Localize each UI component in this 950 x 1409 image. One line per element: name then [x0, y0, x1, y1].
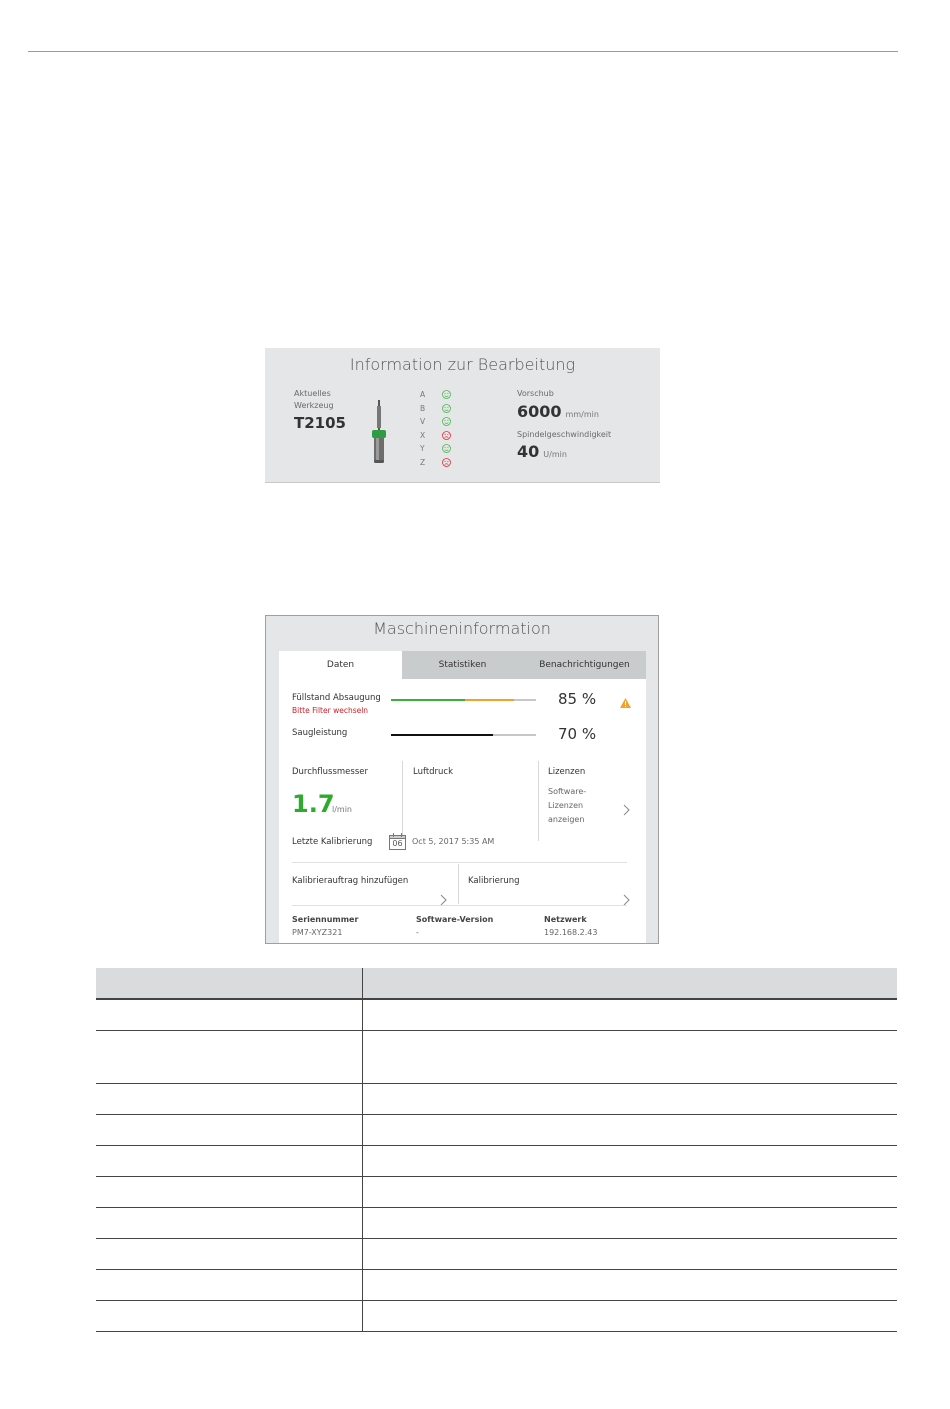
current-tool-label — [294, 388, 334, 412]
current-tool-label-line2: Werkzeug — [294, 401, 334, 410]
suction-power-bar — [391, 734, 536, 736]
sad-face-icon — [442, 431, 451, 440]
tab-notifications[interactable]: Benachrichtigungen — [523, 651, 646, 679]
licenses-label: Lizenzen — [548, 767, 586, 777]
divider — [292, 905, 627, 906]
axis-letter: A — [420, 390, 426, 400]
table-cell — [96, 1177, 363, 1208]
table-row — [96, 1239, 897, 1270]
current-tool-id: T2105 — [294, 414, 346, 432]
table-cell — [363, 1239, 898, 1270]
tab-data[interactable]: Daten — [279, 651, 402, 679]
flowmeter-value: 1.7 — [292, 790, 335, 818]
licenses-link-line1: Software- — [548, 787, 587, 796]
table-header-row — [96, 968, 897, 999]
table-cell — [363, 999, 898, 1031]
happy-face-icon — [442, 404, 451, 413]
table-cell — [363, 1177, 898, 1208]
axis-status-row — [420, 456, 451, 470]
table-cell — [363, 1115, 898, 1146]
feed-number: 6000 — [517, 402, 562, 421]
table-header-cell — [96, 968, 363, 999]
chevron-right-icon[interactable] — [623, 801, 630, 820]
axis-status-row — [420, 415, 451, 429]
milling-tool-icon — [371, 400, 387, 468]
spindle-speed-value — [517, 442, 567, 461]
extraction-fill-bar-orange — [465, 699, 514, 701]
show-software-licenses-link[interactable] — [548, 785, 586, 827]
axis-status-row — [420, 388, 451, 402]
spindle-number: 40 — [517, 442, 540, 461]
axis-letter: Z — [420, 457, 426, 467]
flowmeter-label: Durchflussmesser — [292, 767, 368, 777]
description-table — [96, 968, 897, 1332]
axis-status-row — [420, 402, 451, 416]
chevron-right-icon[interactable] — [440, 891, 447, 910]
divider — [538, 761, 539, 841]
divider — [402, 761, 403, 841]
network-value: 192.168.2.43 — [544, 928, 598, 937]
table-cell — [96, 1031, 363, 1084]
network-label: Netzwerk — [544, 915, 587, 924]
table-cell — [96, 1084, 363, 1115]
divider — [292, 862, 627, 863]
table-cell — [96, 999, 363, 1031]
table-cell — [96, 1146, 363, 1177]
axis-letter: X — [420, 430, 426, 440]
software-version-value: - — [416, 928, 419, 937]
axis-status-row — [420, 429, 451, 443]
processing-info-panel — [265, 348, 660, 483]
table-cell — [96, 1270, 363, 1301]
table-cell — [363, 1146, 898, 1177]
table-cell — [96, 1115, 363, 1146]
suction-power-bar-fill — [391, 734, 493, 736]
table-row — [96, 1301, 897, 1332]
sad-face-icon — [442, 458, 451, 467]
air-pressure-label: Luftdruck — [413, 767, 454, 777]
spindle-unit: U/min — [543, 450, 567, 459]
table-row — [96, 1084, 897, 1115]
last-calibration-date: Oct 5, 2017 5:35 AM — [412, 837, 495, 846]
last-calibration-label: Letzte Kalibrierung — [292, 837, 373, 847]
current-tool-label-line1: Aktuelles — [294, 389, 331, 398]
extraction-fill-label: Füllstand Absaugung — [292, 693, 381, 703]
table-cell — [96, 1239, 363, 1270]
machine-info-title: Maschineninformation — [373, 619, 551, 638]
suction-power-percent: 70 % — [558, 725, 597, 743]
axis-letter: B — [420, 403, 426, 413]
add-calibration-order-button[interactable]: Kalibrierauftrag hinzufügen — [292, 876, 409, 886]
extraction-fill-percent: 85 % — [558, 690, 597, 708]
table-cell — [96, 1301, 363, 1332]
happy-face-icon — [442, 444, 451, 453]
table-row — [96, 1031, 897, 1084]
table-row — [96, 1146, 897, 1177]
feed-label: Vorschub — [517, 389, 554, 398]
table-cell — [363, 1031, 898, 1084]
axis-letter: V — [420, 417, 426, 427]
licenses-link-line3: anzeigen — [548, 815, 585, 824]
table-row — [96, 1208, 897, 1239]
tab-statistics[interactable]: Statistiken — [402, 651, 523, 679]
data-tab-content — [279, 679, 646, 944]
calendar-day: 06 — [392, 839, 403, 848]
table-row — [96, 1177, 897, 1208]
table-cell — [363, 1270, 898, 1301]
axis-letter: Y — [420, 444, 425, 454]
happy-face-icon — [442, 417, 451, 426]
suction-power-label: Saugleistung — [292, 728, 348, 738]
table-row — [96, 1115, 897, 1146]
warning-triangle-icon[interactable] — [620, 693, 631, 712]
table-cell — [96, 1208, 363, 1239]
table-row — [96, 1270, 897, 1301]
processing-info-title: Information zur Bearbeitung — [349, 355, 576, 374]
licenses-link-line2: Lizenzen — [548, 801, 584, 810]
serial-number-value: PM7-XYZ321 — [292, 928, 343, 937]
happy-face-icon — [442, 390, 451, 399]
table-row — [96, 999, 897, 1031]
top-rule — [28, 51, 898, 52]
divider — [458, 864, 459, 904]
flowmeter-unit: l/min — [332, 805, 353, 814]
axis-status-list — [420, 388, 451, 469]
spindle-speed-label: Spindelgeschwindigkeit — [517, 430, 612, 439]
calibration-button[interactable]: Kalibrierung — [468, 876, 520, 886]
chevron-right-icon[interactable] — [623, 891, 630, 910]
machine-info-panel — [265, 615, 659, 944]
table-cell — [363, 1084, 898, 1115]
table-cell — [363, 1208, 898, 1239]
feed-unit: mm/min — [565, 410, 599, 419]
table-header-cell — [363, 968, 898, 999]
extraction-fill-bar — [391, 699, 536, 701]
machine-info-tabs — [279, 651, 646, 679]
calendar-icon — [389, 833, 406, 854]
axis-status-row — [420, 442, 451, 456]
serial-number-label: Seriennummer — [292, 915, 359, 924]
table-cell — [363, 1301, 898, 1332]
software-version-label: Software-Version — [416, 915, 494, 924]
filter-warning-text: Bitte Filter wechseln — [292, 706, 369, 715]
extraction-fill-bar-green — [391, 699, 465, 701]
feed-value — [517, 402, 599, 421]
